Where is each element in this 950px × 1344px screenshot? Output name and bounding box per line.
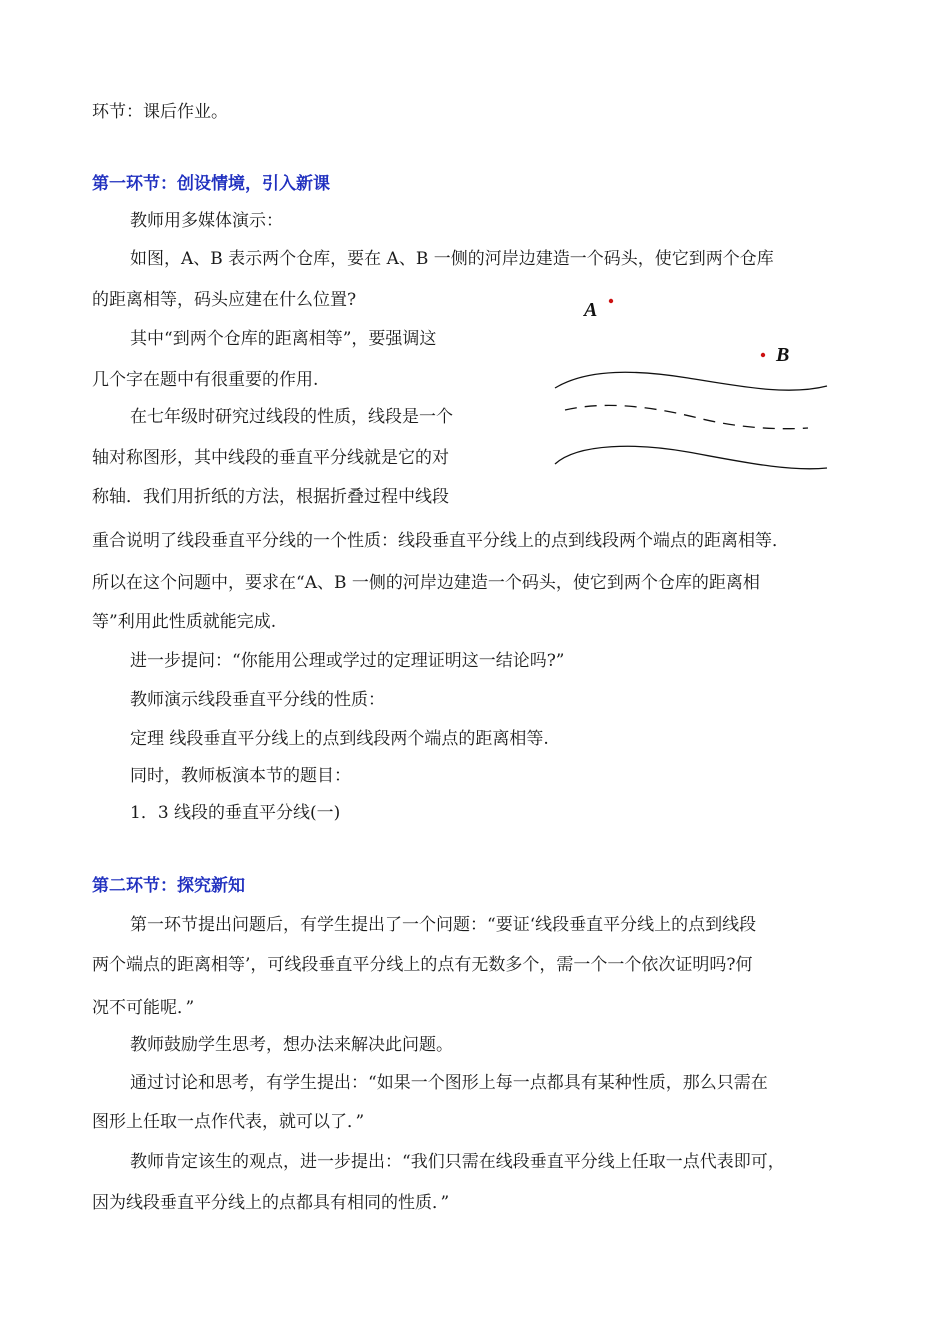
river-bank-upper (555, 372, 827, 390)
text-line: 况不可能呢．” (92, 998, 195, 1018)
text-line: 教师肯定该生的观点，进一步提出：“我们只需在线段垂直平分线上任取一点代表即可， (130, 1152, 785, 1172)
text-line: 其中“到两个仓库的距离相等”，要强调这 (130, 329, 437, 349)
text-line: 教师鼓励学生思考，想办法来解决此问题。 (130, 1035, 453, 1055)
text-line: 图形上任取一点作代表，就可以了．” (92, 1112, 365, 1132)
text-line: 等”利用此性质就能完成. (92, 612, 277, 632)
text-line: 如图，A、B 表示两个仓库，要在 A、B 一侧的河岸边建造一个码头，使它到两个仓库 (130, 249, 774, 269)
text-line: 称轴．我们用折纸的方法，根据折叠过程中线段 (92, 487, 449, 507)
text-line: 进一步提问：“你能用公理或学过的定理证明这一结论吗?” (130, 651, 565, 671)
section-heading-1: 第一环节：创设情境，引入新课 (92, 174, 330, 194)
text-line: 在七年级时研究过线段的性质，线段是一个 (130, 407, 453, 427)
text-line: 环节：课后作业。 (92, 102, 228, 122)
text-line: 两个端点的距离相等’，可线段垂直平分线上的点有无数多个，需一个一个依次证明吗?何 (92, 955, 753, 975)
point-a-dot (609, 299, 613, 303)
text-line: 因为线段垂直平分线上的点都具有相同的性质．” (92, 1193, 450, 1213)
warehouse-river-figure (548, 288, 838, 488)
text-line: 1．3 线段的垂直平分线(一) (130, 803, 341, 823)
text-line: 几个字在题中有很重要的作用. (92, 370, 319, 390)
text-line: 轴对称图形，其中线段的垂直平分线就是它的对 (92, 448, 449, 468)
text-line: 通过讨论和思考，有学生提出：“如果一个图形上每一点都具有某种性质，那么只需在 (130, 1073, 768, 1093)
section-heading-2: 第二环节：探究新知 (92, 876, 245, 896)
text-line: 教师演示线段垂直平分线的性质： (130, 690, 385, 710)
text-line: 定理 线段垂直平分线上的点到线段两个端点的距离相等. (130, 729, 549, 749)
text-line: 的距离相等，码头应建在什么位置? (92, 290, 357, 310)
point-a-label: A (584, 299, 598, 321)
river-bank-lower (555, 446, 827, 469)
text-line: 同时，教师板演本节的题目： (130, 766, 351, 786)
text-line: 教师用多媒体演示： (130, 211, 283, 231)
text-line: 重合说明了线段垂直平分线的一个性质：线段垂直平分线上的点到线段两个端点的距离相等． (92, 531, 789, 551)
text-line: 所以在这个问题中，要求在“A、B 一侧的河岸边建造一个码头，使它到两个仓库的距离相 (92, 573, 760, 593)
text-line: 第一环节提出问题后，有学生提出了一个问题：“要证‘线段垂直平分线上的点到线段 (130, 915, 757, 935)
river-center-dashed (565, 405, 808, 428)
point-b-dot (761, 353, 765, 357)
point-b-label: B (776, 344, 790, 366)
